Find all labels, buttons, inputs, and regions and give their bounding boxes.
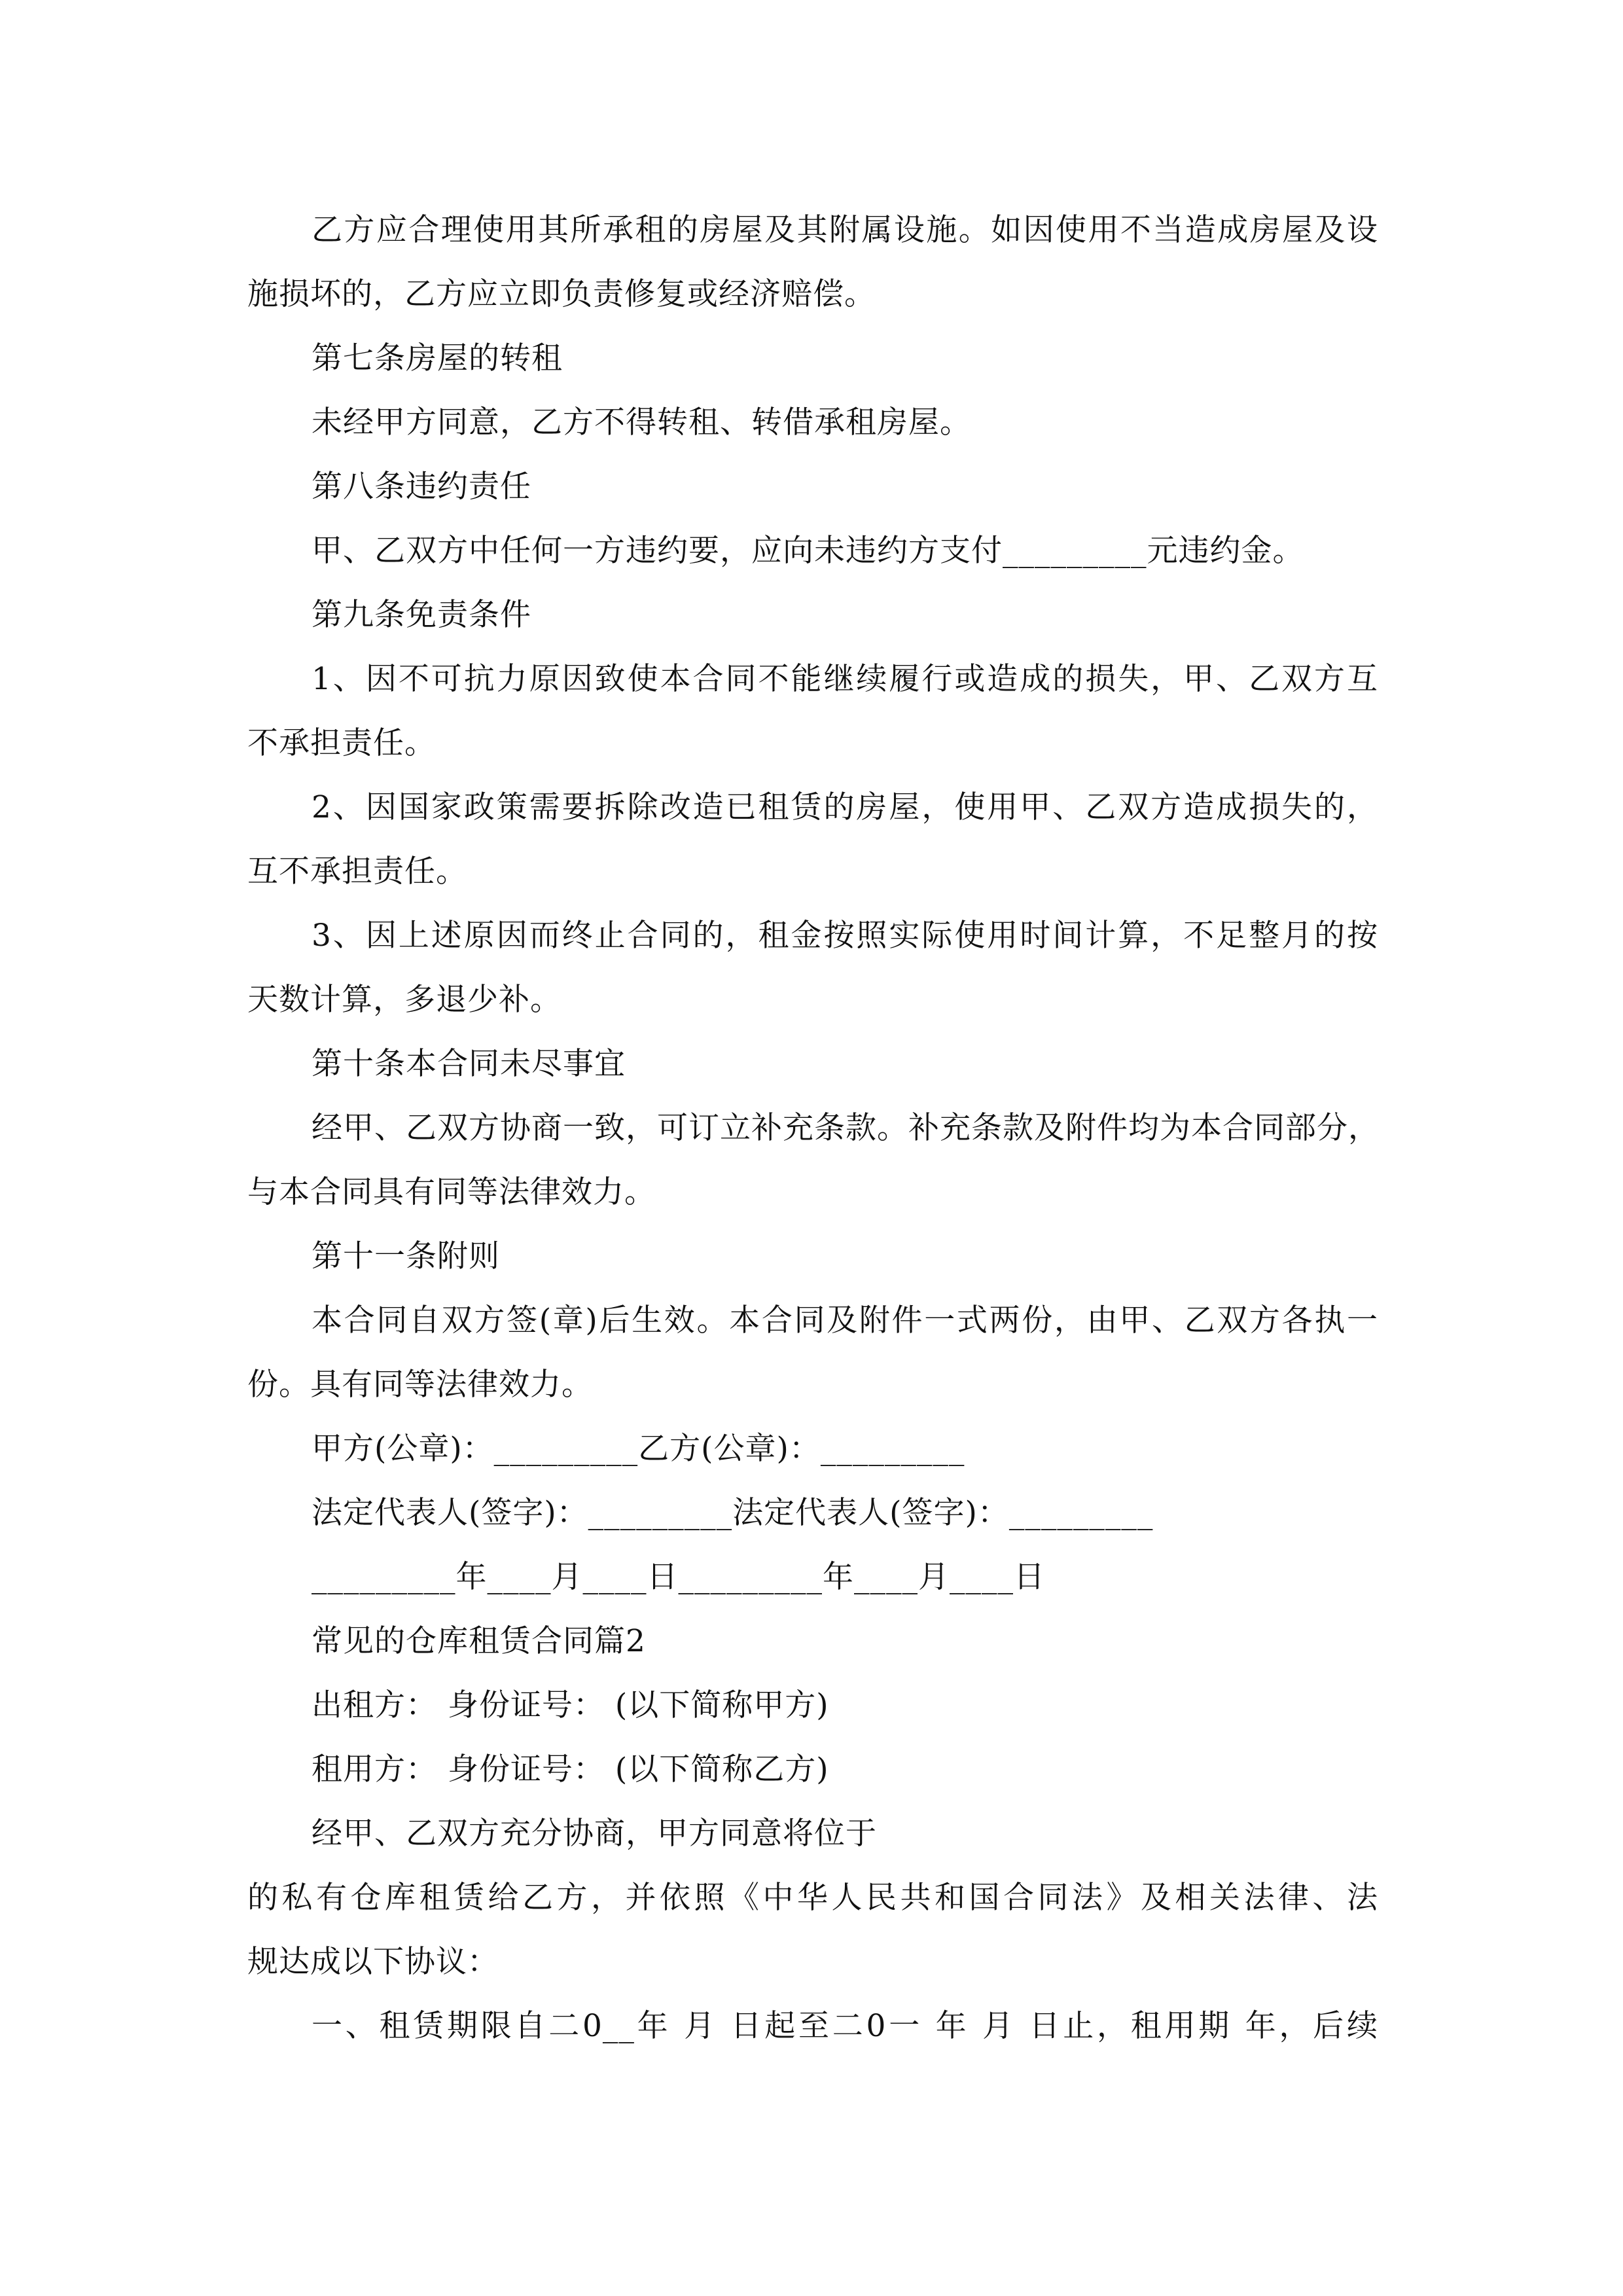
- paragraph-line: 1、因不可抗力原因致使本合同不能继续履行或造成的损失，甲、乙双方互: [312, 661, 1378, 697]
- clause-heading: 第十条本合同未尽事宜: [312, 1046, 626, 1082]
- paragraph-line: 施损坏的，乙方应立即负责修复或经济赔偿。: [247, 276, 876, 312]
- paragraph-line: 份。具有同等法律效力。: [247, 1367, 593, 1403]
- paragraph-line: 乙方应合理使用其所承租的房屋及其附属设施。如因使用不当造成房屋及设: [312, 212, 1378, 248]
- paragraph-line: 甲、乙双方中任何一方违约要，应向未违约方支付_________元违约金。: [312, 533, 1304, 569]
- paragraph-line: 互不承担责任。: [247, 853, 467, 889]
- paragraph-line: 经甲、乙双方协商一致，可订立补充条款。补充条款及附件均为本合同部分，: [312, 1110, 1380, 1146]
- clause-heading: 第七条房屋的转租: [312, 340, 563, 376]
- signature-line-date: _________年____月____日_________年____月____日: [312, 1559, 1045, 1595]
- paragraph-line: 与本合同具有同等法律效力。: [247, 1174, 656, 1210]
- paragraph-line: 3、因上述原因而终止合同的，租金按照实际使用时间计算，不足整月的按: [312, 918, 1378, 954]
- paragraph-line: 本合同自双方签(章)后生效。本合同及附件一式两份，由甲、乙双方各执一: [312, 1302, 1378, 1338]
- party-line-lessee: 租用方： 身份证号： (以下简称乙方): [312, 1751, 829, 1787]
- signature-line-representative: 法定代表人(签字)：_________法定代表人(签字)：_________: [312, 1495, 1154, 1531]
- paragraph-line: 2、因国家政策需要拆除改造已租赁的房屋，使用甲、乙双方造成损失的，: [312, 789, 1378, 825]
- section-title: 常见的仓库租赁合同篇2: [312, 1623, 646, 1659]
- paragraph-line: 的私有仓库租赁给乙方，并依照《中华人民共和国合同法》及相关法律、法: [247, 1880, 1378, 1916]
- party-line-lessor: 出租方： 身份证号： (以下简称甲方): [312, 1687, 829, 1723]
- clause-heading: 第十一条附则: [312, 1238, 500, 1274]
- paragraph-line: 经甲、乙双方充分协商，甲方同意将位于: [312, 1816, 877, 1852]
- paragraph-line: 不承担责任。: [247, 725, 436, 761]
- paragraph-line: 一、租赁期限自二0__年 月 日起至二0一 年 月 日止，租用期 年，后续: [312, 2008, 1378, 2044]
- paragraph-line: 天数计算，多退少补。: [247, 982, 562, 1018]
- paragraph-line: 未经甲方同意，乙方不得转租、转借承租房屋。: [312, 404, 971, 440]
- signature-line-seal: 甲方(公章)：_________乙方(公章)：_________: [312, 1431, 965, 1467]
- clause-heading: 第八条违约责任: [312, 469, 531, 505]
- clause-heading: 第九条免责条件: [312, 597, 531, 633]
- paragraph-line: 规达成以下协议：: [247, 1944, 499, 1980]
